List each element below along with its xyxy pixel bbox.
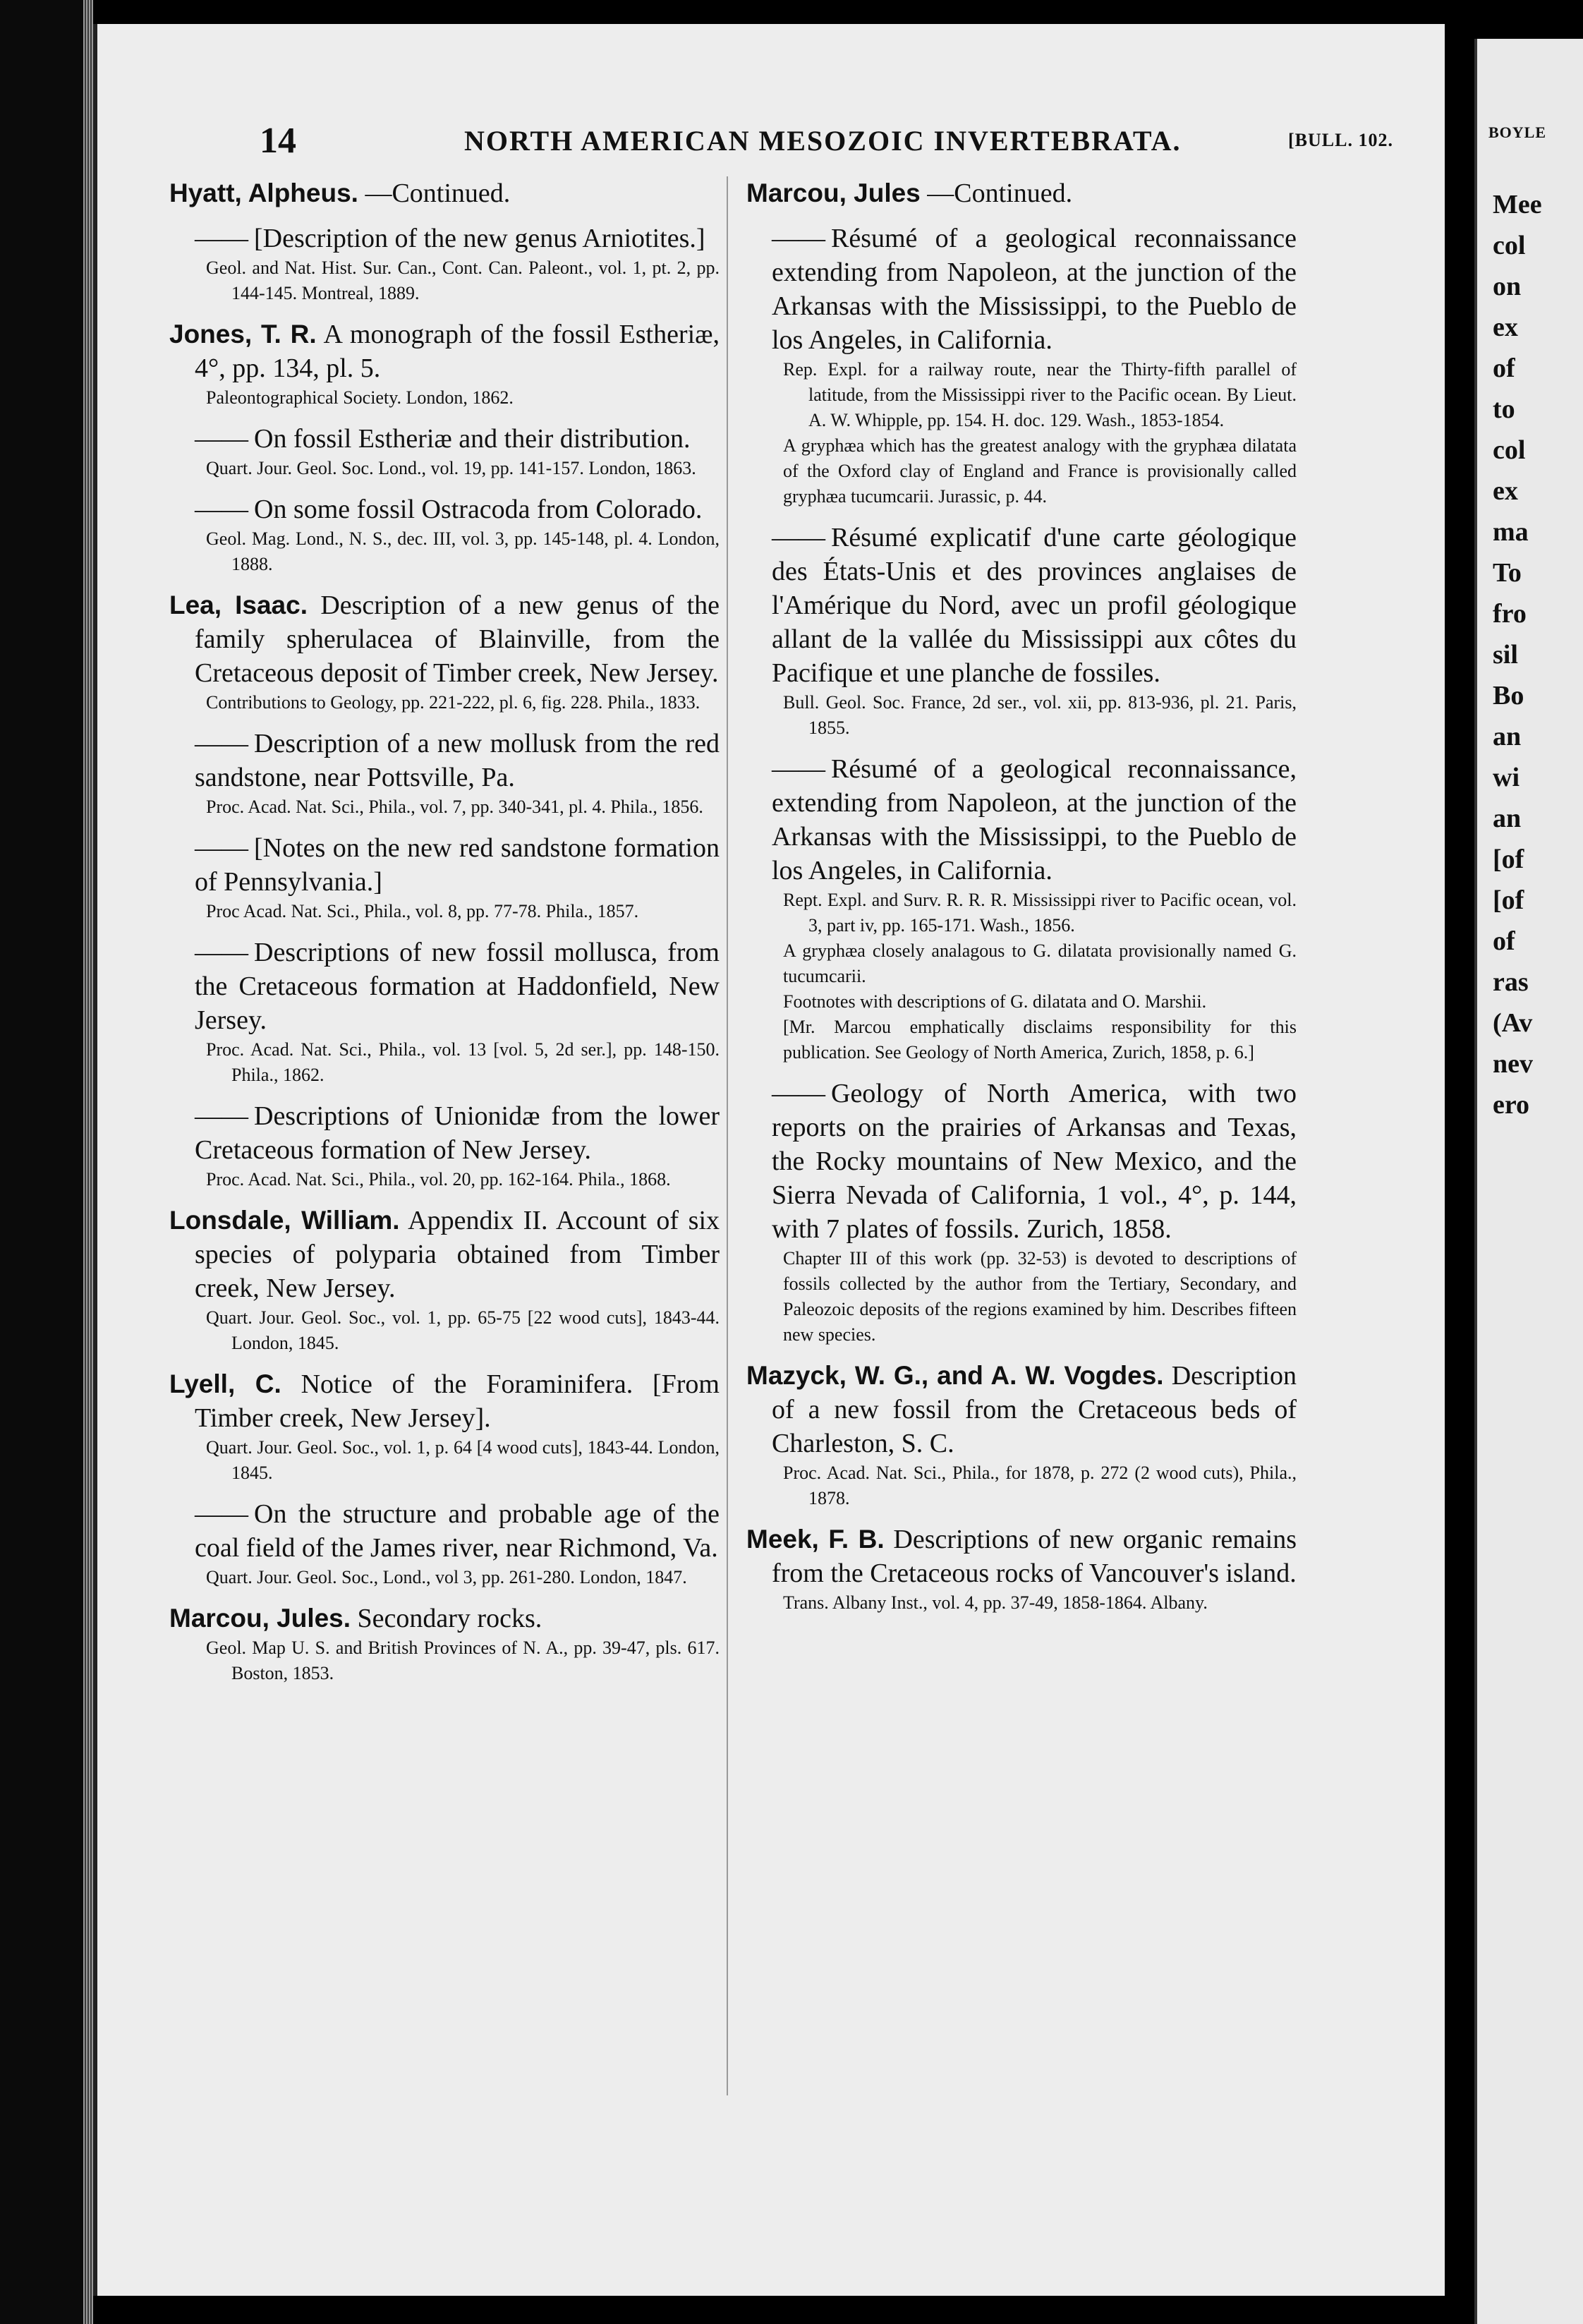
entry-citation: Bull. Geol. Soc. France, 2d ser., vol. xii, pp. 813-936, pl. 21. Paris, 1855. [783, 692, 1297, 738]
page-edge-strip [83, 0, 93, 2324]
bibliography-entry [169, 422, 720, 481]
running-head [97, 109, 1445, 165]
entry-note: Footnotes with descriptions of G. dilatata and O. Marshii. [783, 991, 1207, 1012]
next-page-word-fragment: Bo [1493, 681, 1524, 710]
next-page-word-fragment: ras [1493, 967, 1529, 997]
next-page-word-fragment: wi [1493, 763, 1520, 792]
entry-citation: Quart. Jour. Geol. Soc., vol. 1, p. 64 [4 wood cuts], 1843-44. London, 1845. [206, 1437, 720, 1483]
entry-citation: Geol. Mag. Lond., N. S., dec. III, vol. 3, pp. 145-148, pl. 4. London, 1888. [206, 528, 720, 574]
entry-author: Lyell, C. [169, 1369, 281, 1398]
entry-heading [746, 521, 1297, 690]
entry-title: On fossil Estheriæ and their distribution. [254, 424, 691, 454]
entry-heading [746, 1523, 1297, 1590]
entry-title: Résumé of a geological reconnaissance, extending from Napoleon, at the junction of the Arkansas with the Mississippi, to the Pueblo de los Angeles, in California. [772, 754, 1297, 885]
entry-title: Notice of the Foraminifera. [From Timber creek, New Jersey]. [195, 1369, 720, 1433]
entry-citation: Proc. Acad. Nat. Sci., Phila., vol. 7, pp. 340-341, pl. 4. Phila., 1856. [206, 797, 703, 817]
entry-author: Hyatt, Alpheus. [169, 178, 358, 207]
bibliography-entry [746, 521, 1297, 741]
entry-heading [169, 1602, 720, 1635]
next-page-fragment [1474, 39, 1583, 2324]
entry-heading [169, 222, 720, 255]
entry-title: Descriptions of new fossil mollusca, from the Cretaceous formation at Haddonfield, New Jersey. [195, 938, 720, 1035]
bibliography-entry [169, 1497, 720, 1590]
next-page-word-fragment: col [1493, 231, 1526, 260]
entry-heading [746, 222, 1297, 357]
entry-heading [746, 176, 1297, 210]
right-column [746, 176, 1297, 1627]
entry-heading [746, 1359, 1297, 1460]
entry-heading [169, 317, 720, 385]
next-page-word-fragment: on [1493, 272, 1522, 301]
entry-heading [169, 422, 720, 456]
bibliography-entry [169, 588, 720, 715]
entry-title: Geology of North America, with two reports on the prairies of Arkansas and Texas, the Rocky mountains of New Mexico, and the Sierra Nevada of California, 1 vol., 4°, p. 144, with 7 plates of fossils. Zurich, 1858. [772, 1079, 1297, 1244]
entry-note: A gryphæa which has the greatest analogy with the gryphæa dilatata of the Oxford clay of England and France is provisionally called gryphæa tucumcarii. Jurassic, p. 44. [783, 435, 1297, 507]
next-page-word-fragment: ma [1493, 517, 1529, 547]
entry-heading [169, 936, 720, 1037]
entry-author: Marcou, Jules. [169, 1604, 351, 1633]
bibliography-entry [169, 936, 720, 1088]
entry-author: Lonsdale, William. [169, 1206, 400, 1235]
entry-title: —Continued. [365, 178, 511, 208]
next-page-word-fragment: [of [1493, 845, 1524, 874]
entry-title: [Notes on the new red sandstone formation of Pennsylvania.] [195, 833, 720, 897]
bibliography-entry [169, 1602, 720, 1686]
bibliography-entry [169, 1204, 720, 1356]
entry-title: Secondary rocks. [357, 1604, 542, 1633]
column-divider [727, 176, 728, 2095]
next-page-word-fragment: of [1493, 353, 1515, 383]
left-column [169, 176, 720, 1697]
entry-title: Résumé of a geological reconnaissance extending from Napoleon, at the junction of the Arkansas with the Mississippi, to the Pueblo de los Angeles, in California. [772, 224, 1297, 355]
entry-title: Descriptions of new organic remains from the Cretaceous rocks of Vancouver's island. [772, 1525, 1297, 1588]
entry-citation: Paleontographical Society. London, 1862. [206, 387, 514, 408]
page-title: NORTH AMERICAN MESOZOIC INVERTEBRATA. [464, 125, 1182, 157]
bibliography-entry [746, 222, 1297, 509]
entry-heading [169, 1204, 720, 1305]
next-page-word-fragment: fro [1493, 599, 1527, 629]
entry-heading [169, 1367, 720, 1435]
next-page-header: BOYLE [1488, 123, 1547, 141]
entry-title: A monograph of the fossil Estheriæ, 4°, pp. 134, pl. 5. [195, 320, 720, 383]
next-page-word-fragment: To [1493, 558, 1522, 588]
next-page-word-fragment: sil [1493, 640, 1518, 670]
entry-title: Description of a new fossil from the Cretaceous beds of Charleston, S. C. [772, 1361, 1297, 1458]
next-page-word-fragment: an [1493, 722, 1522, 751]
entry-heading [746, 1077, 1297, 1246]
entry-citation: Proc. Acad. Nat. Sci., Phila., vol. 20, pp. 162-164. Phila., 1868. [206, 1169, 671, 1190]
bibliography-entry [746, 752, 1297, 1065]
entry-title: Appendix II. Account of six species of polyparia obtained from Timber creek, New Jersey. [195, 1206, 720, 1303]
entry-heading [169, 1497, 720, 1565]
entry-citation: Proc. Acad. Nat. Sci., Phila., vol. 13 [vol. 5, 2d ser.], pp. 148-150. Phila., 1862. [206, 1039, 720, 1085]
bibliography-entry [746, 1077, 1297, 1348]
entry-heading [169, 492, 720, 526]
next-page-word-fragment: to [1493, 394, 1515, 424]
entry-author: Lea, Isaac. [169, 591, 308, 619]
entry-title: Description of a new mollusk from the red sandstone, near Pottsville, Pa. [195, 729, 720, 792]
next-page-word-fragment: ex [1493, 476, 1518, 506]
next-page-word-fragment: (Av [1493, 1008, 1533, 1038]
entry-citation: Quart. Jour. Geol. Soc., vol. 1, pp. 65-75 [22 wood cuts], 1843-44. London, 1845. [206, 1307, 720, 1353]
bibliography-entry [169, 317, 720, 411]
entry-citation: Geol. Map U. S. and British Provinces of N. A., pp. 39-47, pls. 617. Boston, 1853. [206, 1638, 720, 1683]
entry-title: [Description of the new genus Arniotites.] [254, 224, 705, 253]
entry-citation: Geol. and Nat. Hist. Sur. Can., Cont. Can. Paleont., vol. 1, pt. 2, pp. 144-145. Montreal, 1889. [206, 258, 720, 303]
entry-heading [169, 831, 720, 899]
entry-citation: Quart. Jour. Geol. Soc., Lond., vol 3, pp. 261-280. London, 1847. [206, 1567, 687, 1587]
next-page-word-fragment: an [1493, 804, 1522, 833]
entry-author: Meek, F. B. [746, 1525, 885, 1554]
bibliography-entry [746, 1359, 1297, 1511]
next-page-word-fragment: nev [1493, 1049, 1533, 1079]
bibliography-entry [169, 1367, 720, 1486]
entry-heading [169, 176, 720, 210]
entry-citation: Rep. Expl. for a railway route, near the Thirty-fifth parallel of latitude, from the Mississippi river to the Pacific ocean. By Lieut. A. W. Whipple, pp. 154. H. doc. 129. Wash., 1853-1854. [783, 359, 1297, 430]
entry-citation: Proc. Acad. Nat. Sci., Phila., for 1878, p. 272 (2 wood cuts), Phila., 1878. [783, 1463, 1297, 1508]
entry-title: —Continued. [927, 178, 1073, 208]
entry-heading [746, 752, 1297, 888]
bulletin-label: [BULL. 102. [1288, 130, 1393, 150]
next-page-word-fragment: ero [1493, 1090, 1530, 1120]
entry-citation: Proc Acad. Nat. Sci., Phila., vol. 8, pp. 77-78. Phila., 1857. [206, 901, 639, 921]
bibliography-entry [746, 1523, 1297, 1616]
entry-note: Chapter III of this work (pp. 32-53) is devoted to descriptions of fossils collected by the author from the Tertiary, Secondary, and Paleozoic deposits of the regions examined by him. Describes fifteen new species. [783, 1248, 1297, 1345]
entry-author: Mazyck, W. G., and A. W. Vogdes. [746, 1361, 1164, 1390]
entry-heading [169, 727, 720, 794]
entry-title: Descriptions of Unionidæ from the lower Cretaceous formation of New Jersey. [195, 1101, 720, 1165]
entry-title: Résumé explicatif d'une carte géologique des États-Unis et des provinces anglaises de l'Amérique du Nord, avec un profil géologique allant de la vallée du Mississippi aux côtes du Pacifique et une planche de fossiles. [772, 523, 1297, 688]
entry-title: Description of a new genus of the family spherulacea of Blainville, from the Cretaceous deposit of Timber creek, New Jersey. [195, 591, 720, 688]
next-page-fragments [1477, 142, 1583, 1125]
next-page-word-fragment: of [1493, 926, 1515, 956]
entry-title: On the structure and probable age of the coal field of the James river, near Richmond, Va. [195, 1499, 720, 1563]
entry-heading [169, 1099, 720, 1167]
entry-citation: Quart. Jour. Geol. Soc. Lond., vol. 19, pp. 141-157. London, 1863. [206, 458, 696, 478]
entry-citation: Trans. Albany Inst., vol. 4, pp. 37-49, 1858-1864. Albany. [783, 1592, 1208, 1613]
entry-citation: Rept. Expl. and Surv. R. R. R. Mississippi river to Pacific ocean, vol. 3, part iv, pp. 165-171. Wash., 1856. [783, 890, 1297, 936]
next-page-word-fragment: Mee [1493, 190, 1542, 219]
entry-heading [169, 588, 720, 690]
bibliography-entry [169, 492, 720, 577]
book-spine [0, 0, 85, 2324]
bibliography-entry [746, 176, 1297, 210]
next-page-word-fragment: col [1493, 435, 1526, 465]
entry-author: Marcou, Jules [746, 178, 921, 207]
next-page-word-fragment: ex [1493, 313, 1518, 342]
bibliography-entry [169, 727, 720, 820]
entry-title: On some fossil Ostracoda from Colorado. [254, 495, 703, 524]
bibliography-entry [169, 176, 720, 210]
entry-note: A gryphæa closely analagous to G. dilatata provisionally named G. tucumcarii. [783, 940, 1297, 986]
page-number: 14 [260, 121, 296, 161]
entry-citation: Contributions to Geology, pp. 221-222, pl. 6, fig. 228. Phila., 1833. [206, 692, 700, 713]
entry-note: [Mr. Marcou emphatically disclaims responsibility for this publication. See Geology of North America, Zurich, 1858, p. 6.] [783, 1017, 1297, 1063]
bibliography-entry [169, 1099, 720, 1192]
bibliography-entry [169, 222, 720, 306]
next-page-word-fragment: [of [1493, 885, 1524, 915]
entry-author: Jones, T. R. [169, 320, 317, 349]
bibliography-entry [169, 831, 720, 924]
